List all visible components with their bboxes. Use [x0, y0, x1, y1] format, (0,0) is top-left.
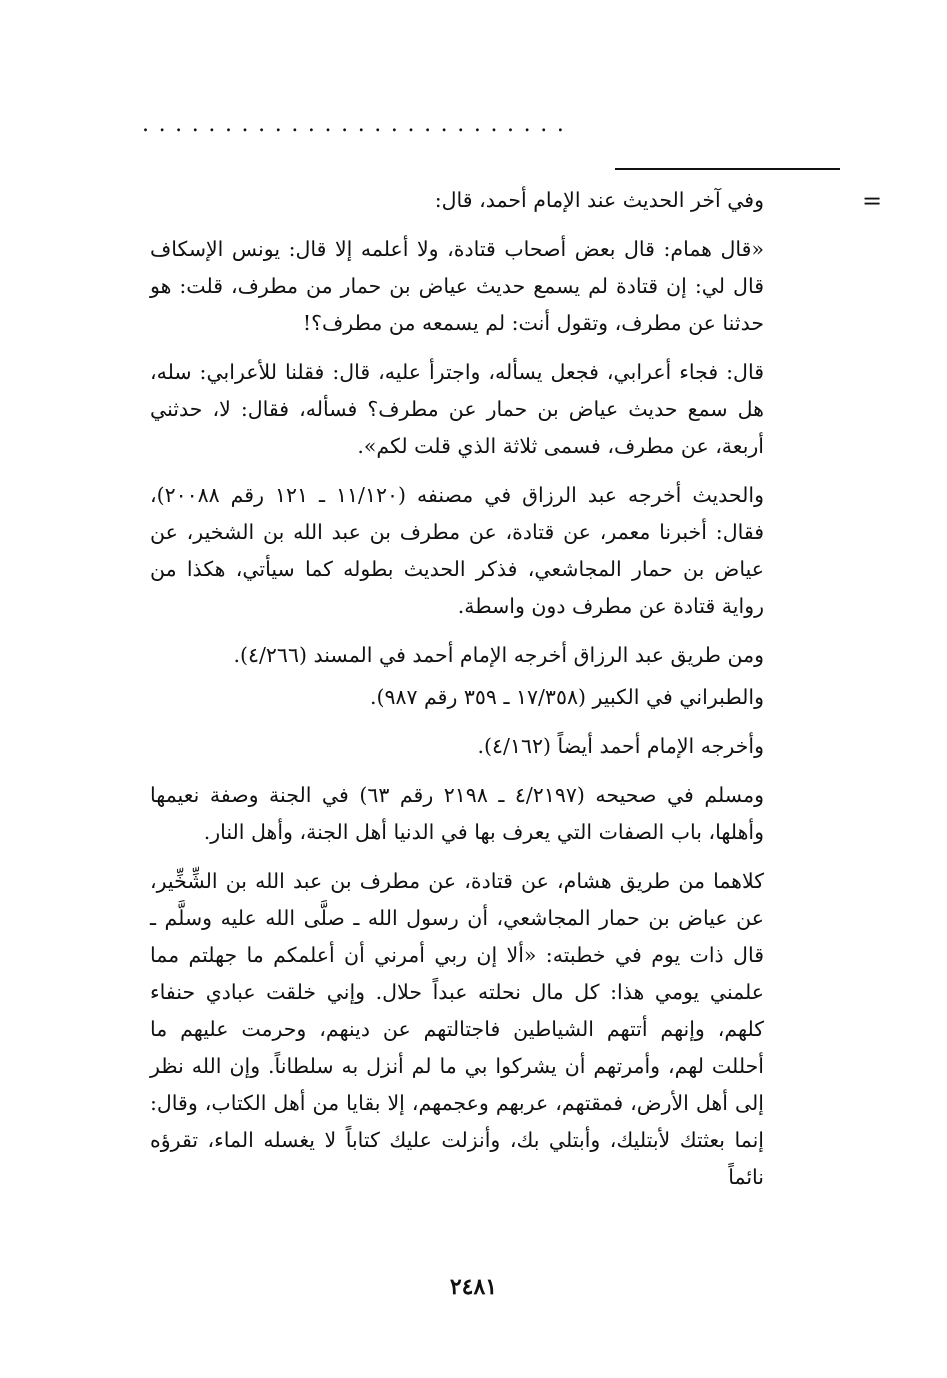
paragraph-4: والحديث أخرجه عبد الرزاق في مصنفه (١١/١٢٠ ـ ١٢١ رقم ٢٠٠٨٨)، فقال: أخبرنا معمر، عن قتادة، عن مطرف بن عبد الله بن الشخير، عن عياض بن حمار المجاشعي، فذكر الحديث بطوله كما سيأتي، هكذا من رواية قتادة عن مطرف دون واسطة.	[150, 483, 764, 618]
page-number: ٢٤٨١	[449, 1274, 498, 1300]
separator-dots: ..........................	[142, 112, 574, 137]
paragraph-8: ومسلم في صحيحه (٤/٢١٩٧ ـ ٢١٩٨ رقم ٦٣) في الجنة وصفة نعيمها وأهلها، باب الصفات التي يعرف بها في الدنيا أهل الجنة، وأهل النار.	[150, 783, 764, 844]
footnote-body	[150, 182, 764, 1208]
continuation-mark: =	[862, 187, 883, 215]
paragraph-2: «قال همام: قال بعض أصحاب قتادة، ولا أعلمه إلا قال: يونس الإسكاف قال لي: إن قتادة لم يسمع حديث عياض بن حمار من مطرف، قلت: هو حدثنا عن مطرف، وتقول أنت: لم يسمعه من مطرف؟!	[150, 237, 764, 335]
paragraph-9: كلاهما من طريق هشام، عن قتادة، عن مطرف بن عبد الله بن الشِّخِّير، عن عياض بن حمار المجاشعي، أن رسول الله ـ صلَّى الله عليه وسلَّم ـ قال ذات يوم في خطبته: «ألا إن ربي أمرني أن أعلمكم ما جهلتم مما علمني يومي هذا: كل مال نحلته عبداً حلال. وإني خلقت عبادي حنفاء كلهم، وإنهم أتتهم الشياطين فاجتالتهم عن دينهم، وحرمت عليهم ما أحللت لهم، وأمرتهم أن يشركوا بي ما لم أنزل به سلطاناً. وإن الله نظر إلى أهل الأرض، فمقتهم، عربهم وعجمهم، إلا بقايا من أهل الكتاب، وقال: إنما بعثتك لأبتليك، وأبتلي بك، وأنزلت عليك كتاباً لا يغسله الماء، تقرؤه نائماً	[150, 869, 764, 1189]
paragraph-6: والطبراني في الكبير (١٧/٣٥٨ ـ ٣٥٩ رقم ٩٨٧).	[369, 685, 764, 709]
paragraph-7: وأخرجه الإمام أحمد أيضاً (٤/١٦٢).	[477, 734, 764, 758]
footnote-rule	[615, 168, 840, 170]
paragraph-1: وفي آخر الحديث عند الإمام أحمد، قال:	[434, 188, 764, 212]
paragraph-3: قال: فجاء أعرابي، فجعل يسأله، واجترأ عليه، قال: فقلنا للأعرابي: سله، هل سمع حديث عياض بن حمار عن مطرف؟ فسأله، فقال: لا، حدثني أربعة، عن مطرف، فسمى ثلاثة الذي قلت لكم».	[150, 360, 764, 458]
paragraph-5: ومن طريق عبد الرزاق أخرجه الإمام أحمد في المسند (٤/٢٦٦).	[233, 643, 764, 667]
